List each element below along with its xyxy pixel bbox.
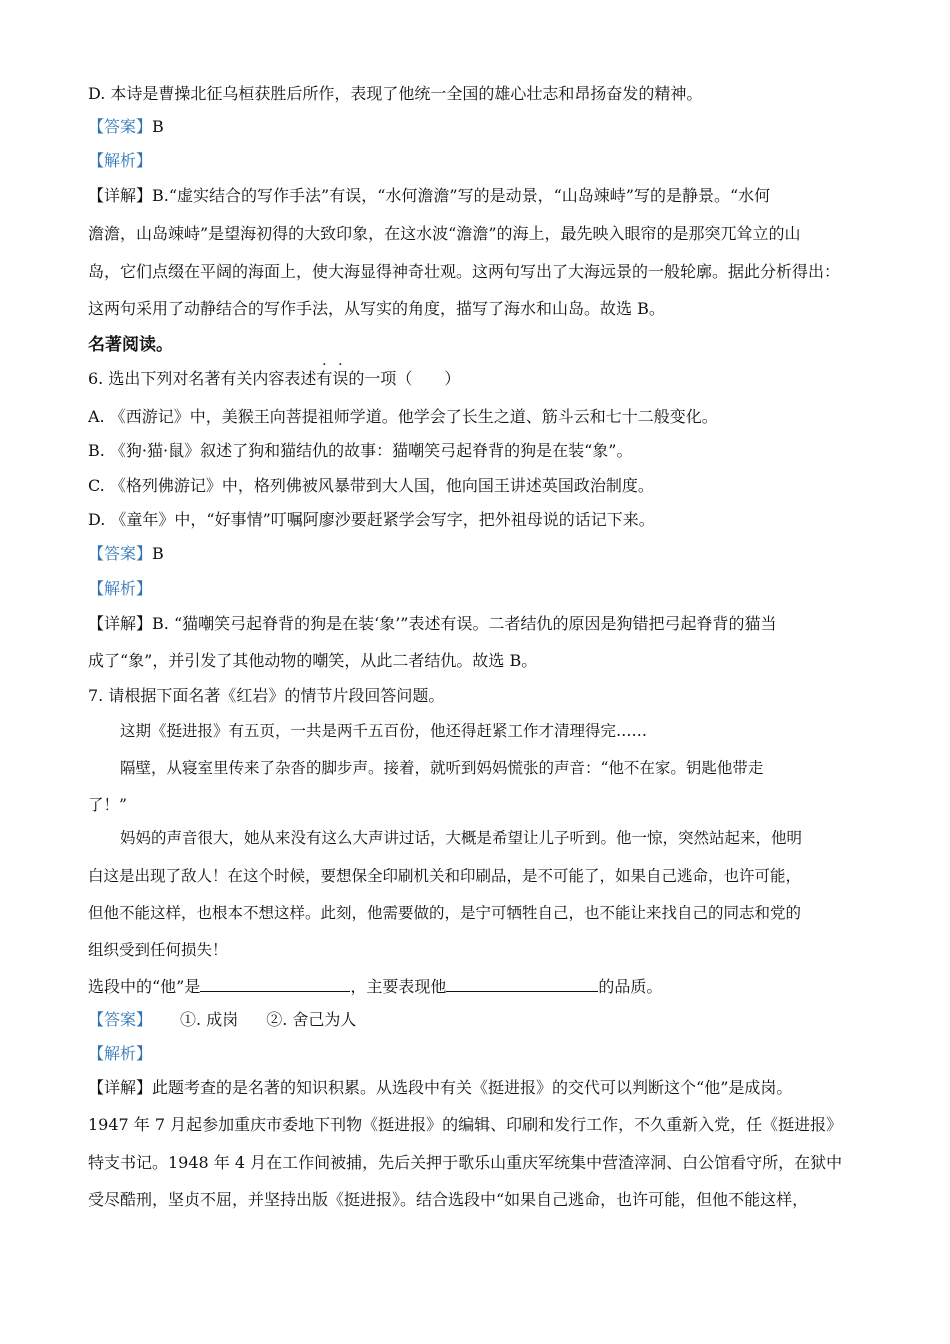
q6-option-b: B. 《狗·猫·鼠》叙述了狗和猫结仇的故事：猫嘲笑弓起脊背的狗是在装“象”。 (88, 441, 633, 460)
passage-line-1: 这期《挺进报》有五页，一共是两千五百份，他还得赶紧工作才清理得完…… (120, 722, 648, 740)
q6-option-a: A. 《西游记》中，美猴王向菩提祖师学道。他学会了长生之道、筋斗云和七十二般变化。 (88, 407, 718, 426)
q6-option-c: C. 《格列佛游记》中，格列佛被风暴带到大人国，他向国王讲述英国政治制度。 (88, 476, 654, 495)
q6-stem: 6. 选出下列对名著有关内容表述有误的一项（ ） (88, 369, 461, 388)
q6-analysis-tag: 【解析】 (88, 579, 153, 598)
q5-analysis-tag: 【解析】 (88, 151, 153, 170)
q7-detail-line-2: 1947 年 7 月起参加重庆市委地下刊物《挺进报》的编辑、印刷和发行工作，不久重新入党，任《挺进报》 (88, 1115, 843, 1134)
passage-line-7: 组织受到任何损失！ (88, 941, 228, 959)
q7-analysis-tag: 【解析】 (88, 1044, 153, 1063)
answer-value: B (152, 117, 164, 136)
answer-tag: 【答案】 (88, 117, 153, 136)
q6-answer (88, 544, 164, 564)
passage-line-3: 了！” (88, 796, 127, 814)
q5-detail-line-3: 岛，它们点缀在平阔的海面上，使大海显得神奇壮观。这两句写出了大海远景的一般轮廓。据此分析得出： (88, 262, 841, 281)
emphasis-char: 有 (316, 369, 333, 388)
passage-line-5: 白这是出现了敌人！在这个时候，要想保全印刷机关和印刷品，是不可能了，如果自己逃命，也许可能， (88, 867, 802, 885)
answer-value: B (152, 544, 164, 563)
detail-tag: 【详解】 (88, 614, 153, 633)
q5-detail-line-1: 【详解】B.“虚实结合的写作手法”有误，“水何澹澹”写的是动景，“山岛竦峙”写的是静景。“水何 (88, 186, 771, 205)
q7-fill-in: 选段中的“他”是 ，主要表现他 的品质。 (88, 977, 663, 996)
answer-item-1: ①. 成岗 (180, 1010, 239, 1029)
answer-blank-1[interactable] (200, 975, 350, 992)
q7-answer (88, 1010, 356, 1030)
passage-line-6: 但他不能这样，也根本不想这样。此刻，他需要做的，是宁可牺牲自己，也不能让来找自己的同志和党的 (88, 904, 802, 922)
q7-stem: 7. 请根据下面名著《红岩》的情节片段回答问题。 (88, 686, 445, 705)
section-title: 名著阅读。 (88, 335, 173, 355)
q7-detail-line-4: 受尽酷刑，坚贞不屈，并坚持出版《挺进报》。结合选段中“如果自己逃命，也许可能，但他不能这样， (88, 1190, 809, 1209)
passage-line-2: 隔壁，从寝室里传来了杂沓的脚步声。接着，就听到妈妈慌张的声音：“他不在家。钥匙他带走 (120, 759, 764, 777)
q6-detail-line-1: 【详解】B. “猫嘲笑弓起脊背的狗是在装‘象’”表述有误。二者结仇的原因是狗错把弓起脊背的猫当 (88, 614, 777, 633)
answer-tag: 【答案】 (88, 1010, 153, 1029)
q7-detail-line-1: 【详解】此题考查的是名著的知识积累。从选段中有关《挺进报》的交代可以判断这个“他”是成岗。 (88, 1078, 793, 1097)
q5-answer (88, 117, 164, 137)
q5-option-d: D. 本诗是曹操北征乌桓获胜后所作，表现了他统一全国的雄心壮志和昂扬奋发的精神。 (88, 84, 703, 103)
answer-item-2: ②. 舍己为人 (266, 1010, 357, 1029)
answer-tag: 【答案】 (88, 544, 153, 563)
q5-detail-line-2: 澹澹，山岛竦峙”是望海初得的大致印象，在这水波“澹澹”的海上，最先映入眼帘的是那突兀耸立的山 (88, 224, 801, 243)
detail-tag: 【详解】 (88, 1078, 153, 1097)
emphasis-char: 误 (332, 369, 349, 388)
detail-tag: 【详解】 (88, 186, 153, 205)
q6-detail-line-2: 成了“象”，并引发了其他动物的嘲笑，从此二者结仇。故选 B。 (88, 651, 538, 670)
passage-line-4: 妈妈的声音很大，她从来没有这么大声讲过话，大概是希望让儿子听到。他一惊，突然站起来，他明 (120, 829, 803, 847)
q6-option-d: D. 《童年》中，“好事情”叮嘱阿廖沙要赶紧学会写字，把外祖母说的话记下来。 (88, 510, 655, 529)
answer-blank-2[interactable] (446, 975, 598, 992)
q5-detail-line-4: 这两句采用了动静结合的写作手法，从写实的角度，描写了海水和山岛。故选 B。 (88, 299, 665, 318)
q7-detail-line-3: 特支书记。1948 年 4 月在工作间被捕，先后关押于歌乐山重庆军统集中营渣滓洞、白公馆看守所，在狱中 (88, 1153, 843, 1172)
